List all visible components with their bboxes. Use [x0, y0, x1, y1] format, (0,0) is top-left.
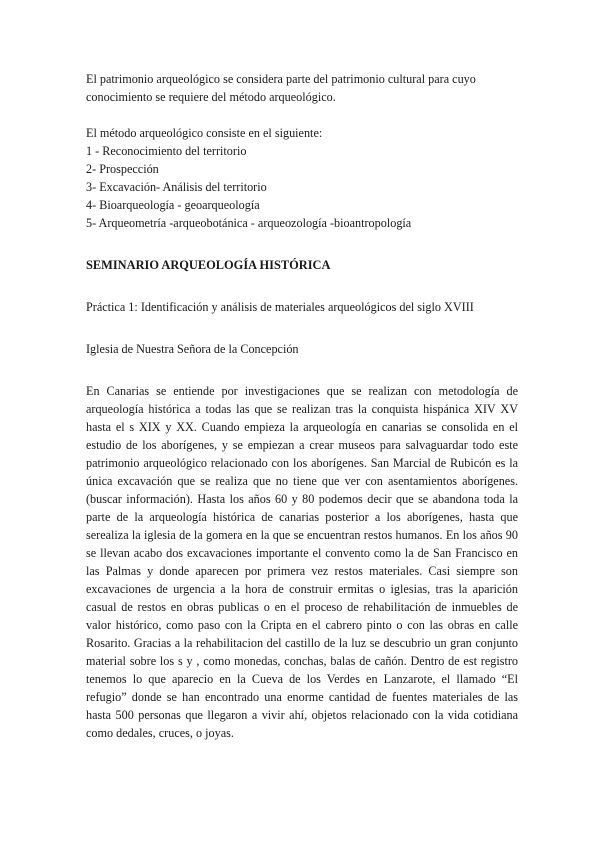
method-item: 3- Excavación- Análisis del territorio — [86, 180, 267, 194]
method-item: 1 - Reconocimiento del territorio — [86, 144, 247, 158]
seminar-heading: SEMINARIO ARQUEOLOGÍA HISTÓRICA — [86, 258, 331, 272]
method-item: 5- Arqueometría -arqueobotánica - arqueozología -bioantropología — [86, 216, 412, 230]
body-paragraph: En Canarias se entiende por investigaciones que se realizan con metodología de arqueología histórica a todas las que se realizan tras la conquista hispánica XIV XV hasta el s XIX y XX. Cuando empieza la arqueología en canarias se consolida en el estudio de los aborígenes, y se empiezan a crear museos para salvaguardar todo este patrimonio arqueológico relacionado con los aborígenes. San Marcial de Rubicón es la única excavación que se realiza que no tiene que ver con asentamientos aborígenes. (buscar información). Hasta los años 60 y 80 podemos decir que se abandona toda la parte de la arqueología histórica de canarias posterior a los aborígenes, hasta que serealiza la iglesia de la gomera en la que se encuentran restos humanos. En los años 90 se llevan acabo dos excavaciones importante el convento como la de San Francisco en las Palmas y donde aparecen por primera vez restos materiales. Casi siempre son excavaciones de urgencia a la hora de construir ermitas o iglesias, tras la aparición casual de restos en obras publicas o en el proceso de rehabilitación de inmuebles de valor histórico, como paso con la Cripta en el cabrero pinto o con las obras en calle Rosarito. Gracias a la rehabilitacion del castillo de la luz se descubrio un gran conjunto material sobre los s y , como monedas, conchas, balas de cañón. Dentro de est registro tenemos lo que aparecio en la Cueva de los Verdes en Lanzarote, el llamado “El refugio” donde se han encontrado una enorme cantidad de fuentes materiales de las hasta 500 personas que llegaron a vivir ahí, objetos relacionado con la vida cotidiana como dedales, cruces, o joyas. — [86, 384, 518, 740]
method-item: 2- Prospección — [86, 162, 159, 176]
method-list — [86, 142, 518, 232]
method-item: 4- Bioarqueología - geoarqueología — [86, 198, 260, 212]
document-page — [86, 70, 518, 742]
method-title: El método arqueológico consiste en el siguiente: — [86, 126, 323, 140]
practice-title: Práctica 1: Identificación y análisis de materiales arqueológicos del siglo XVIII — [86, 300, 474, 314]
church-title: Iglesia de Nuestra Señora de la Concepción — [86, 342, 299, 356]
intro-paragraph: El patrimonio arqueológico se considera parte del patrimonio cultural para cuyo conocimiento se requiere del método arqueológico. — [86, 72, 476, 104]
